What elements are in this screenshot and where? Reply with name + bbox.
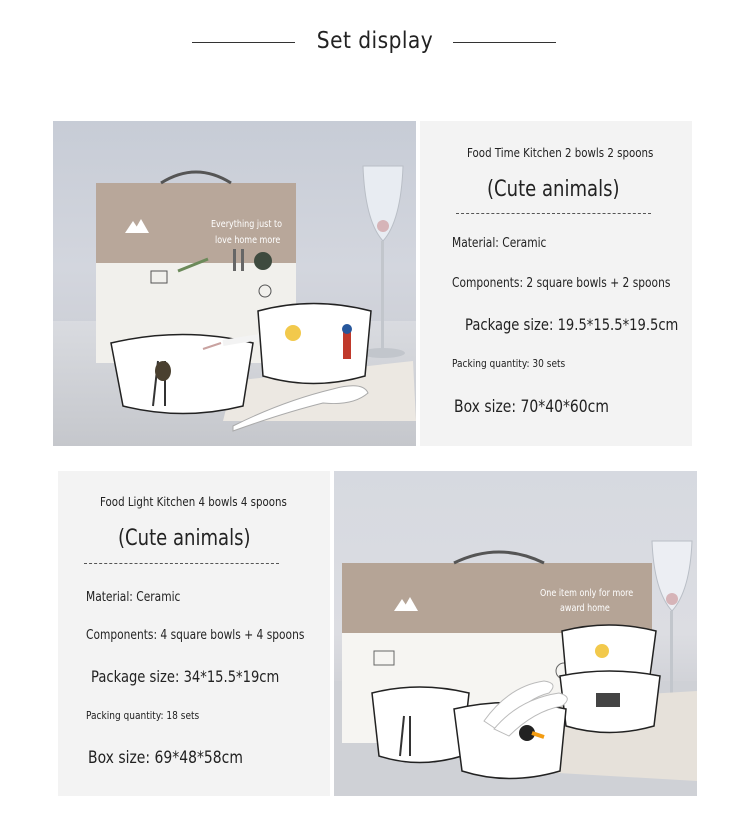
- box-slogan-1: One item only for more: [540, 588, 634, 599]
- subtitle-underline: [84, 563, 279, 564]
- section-header: [0, 0, 750, 90]
- section-title: Set display: [316, 28, 434, 54]
- package-size-spec: Package size: 34*15.5*19cm: [91, 667, 280, 686]
- product-photo-4-bowl-set-art: [334, 471, 697, 796]
- box-slogan-2: award home: [560, 603, 610, 614]
- material-spec: Material: Ceramic: [452, 236, 547, 251]
- subtitle-underline: [456, 213, 651, 214]
- product-name: Food Light Kitchen 4 bowls 4 spoons: [100, 494, 287, 509]
- product-subtitle: (Cute animals): [487, 177, 620, 202]
- box-slogan-2: love home more: [215, 235, 281, 246]
- box-size-spec: Box size: 70*40*60cm: [454, 397, 609, 417]
- box-size-spec: Box size: 69*48*58cm: [88, 748, 243, 768]
- material-spec: Material: Ceramic: [86, 590, 181, 605]
- package-size-spec: Package size: 19.5*15.5*19.5cm: [465, 315, 679, 334]
- product-spec-card-2: [58, 471, 330, 796]
- product-spec-card-1: [420, 121, 692, 446]
- product-photo-4-bowl-set: [334, 471, 697, 796]
- box-slogan-1: Everything just to: [211, 219, 283, 230]
- packing-quantity-spec: Packing quantity: 30 sets: [452, 357, 566, 370]
- header-divider-right: [453, 42, 556, 43]
- components-spec: Components: 2 square bowls + 2 spoons: [452, 276, 671, 291]
- product-photo-2-bowl-set: [53, 121, 416, 446]
- product-name: Food Time Kitchen 2 bowls 2 spoons: [467, 145, 654, 160]
- packing-quantity-spec: Packing quantity: 18 sets: [86, 709, 200, 722]
- product-subtitle: (Cute animals): [118, 526, 251, 551]
- components-spec: Components: 4 square bowls + 4 spoons: [86, 628, 305, 643]
- product-photo-2-bowl-set-art: [53, 121, 416, 446]
